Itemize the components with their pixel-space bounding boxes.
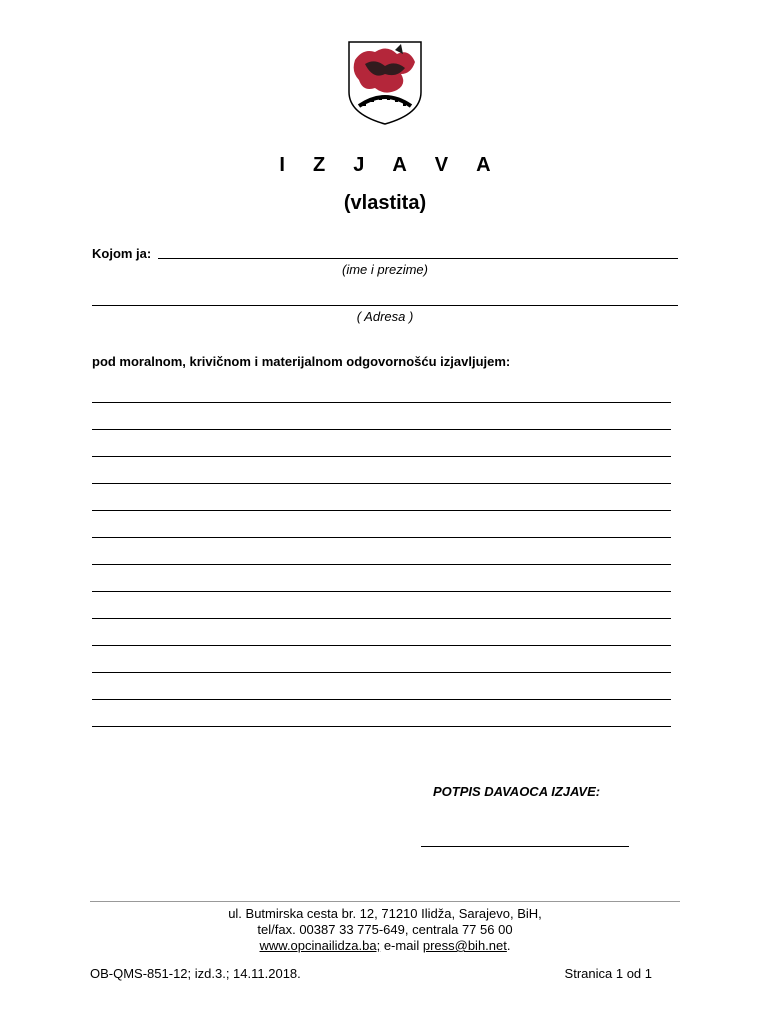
document-title <box>0 154 770 177</box>
footer-phone: tel/fax. 00387 33 775-649, centrala 77 56 00 <box>257 922 513 937</box>
footer-address: ul. Butmirska cesta br. 12, 71210 Ilidža, Sarajevo, BiH, <box>228 906 542 921</box>
email-link[interactable]: press@bih.net <box>422 938 507 953</box>
signature-label: POTPIS DAVAOCA IZJAVE: <box>433 784 601 799</box>
title-letter: Z <box>312 154 326 176</box>
signature-line[interactable] <box>421 846 629 847</box>
email-suffix: . <box>506 938 511 953</box>
document-code: OB-QMS-851-12; izd.3.; 14.11.2018. <box>90 966 301 981</box>
statement-line[interactable] <box>92 537 671 538</box>
statement-line[interactable] <box>92 726 671 727</box>
address-hint: ( Adresa ) <box>356 309 414 324</box>
statement-line[interactable] <box>92 672 671 673</box>
name-label: Kojom ja: <box>92 246 152 261</box>
page-number: Stranica 1 od 1 <box>564 966 652 981</box>
email-prefix: e-mail <box>383 938 420 953</box>
municipality-crest-icon <box>345 40 425 126</box>
statement-line[interactable] <box>92 699 671 700</box>
document-subtitle: (vlastita) <box>343 192 427 214</box>
statement-line[interactable] <box>92 483 671 484</box>
title-letter: V <box>434 154 449 176</box>
address-field-line[interactable] <box>92 305 678 306</box>
statement-line[interactable] <box>92 429 671 430</box>
title-letter: J <box>353 154 365 176</box>
footer-web-email <box>0 938 770 954</box>
statement-line[interactable] <box>92 618 671 619</box>
statement-line[interactable] <box>92 402 671 403</box>
statement-line[interactable] <box>92 564 671 565</box>
statement-line[interactable] <box>92 456 671 457</box>
statement-line[interactable] <box>92 510 671 511</box>
title-letter: I <box>279 154 285 176</box>
title-letter: A <box>476 154 491 176</box>
statement-line[interactable] <box>92 591 671 592</box>
footer-divider <box>90 901 680 902</box>
name-field-line[interactable] <box>158 258 678 259</box>
title-letter: A <box>392 154 407 176</box>
statement-label: pod moralnom, krivičnom i materijalnom odgovornošću izjavljujem: <box>92 354 511 369</box>
name-hint: (ime i prezime) <box>342 262 428 277</box>
website-link[interactable]: www.opcinailidza.ba; <box>259 938 381 953</box>
statement-line[interactable] <box>92 645 671 646</box>
footer-contact <box>0 906 770 954</box>
